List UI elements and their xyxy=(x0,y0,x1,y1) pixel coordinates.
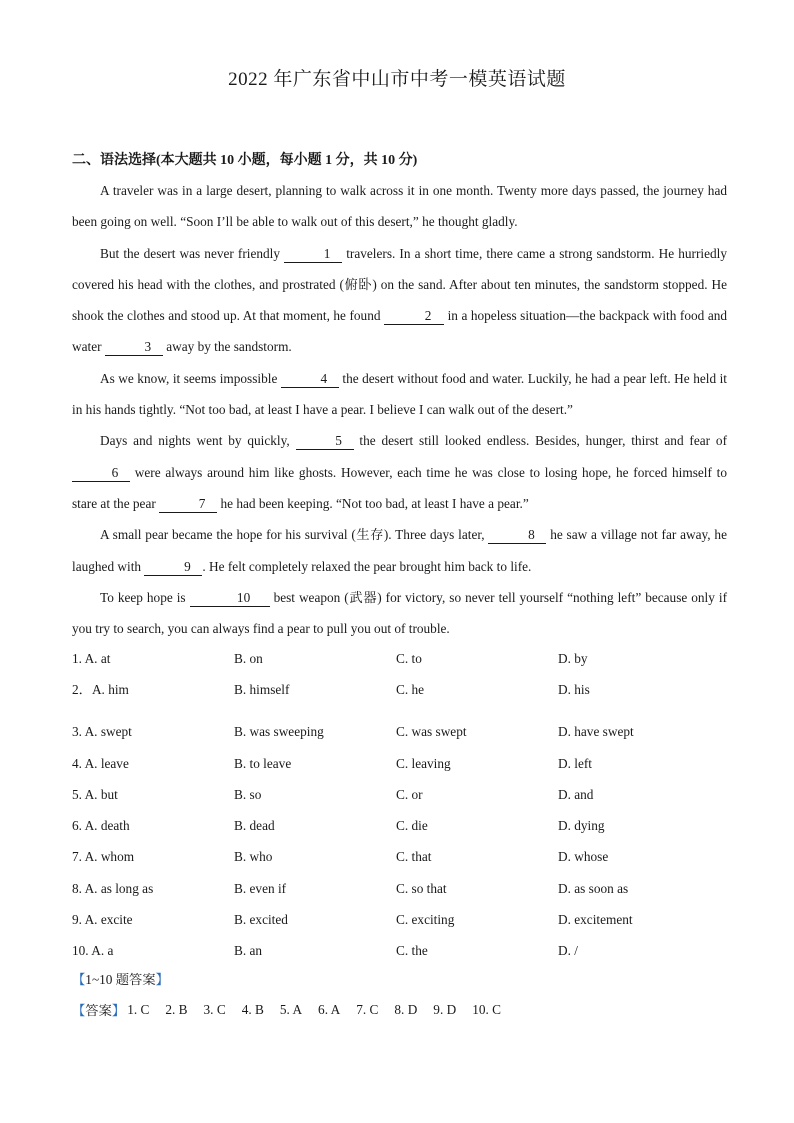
option: D. left xyxy=(558,755,592,771)
answer-key xyxy=(72,1000,517,1019)
option: D. his xyxy=(558,682,590,698)
answer-item: 10. C xyxy=(472,1001,502,1017)
option: D. by xyxy=(558,651,588,666)
option-row-2 xyxy=(72,674,732,716)
option: C. so that xyxy=(396,880,447,896)
text: were always around him like ghosts. However, each time he was close to losing hope, he forced himself to stare at the pear xyxy=(72,464,728,511)
option: C. that xyxy=(396,849,432,865)
blank-3: 3 xyxy=(105,339,163,356)
option: D. / xyxy=(558,943,578,959)
option: B. so xyxy=(234,786,262,802)
option: C. leaving xyxy=(396,755,451,771)
option: 6. A. death xyxy=(72,818,130,834)
option: B. an xyxy=(234,943,263,959)
paragraph-2 xyxy=(72,238,727,363)
option: B. on xyxy=(234,651,263,666)
blank-2: 2 xyxy=(384,308,444,325)
blank-7: 7 xyxy=(159,496,217,513)
text: Days and nights went by quickly, xyxy=(100,433,290,449)
answer-item: 6. A xyxy=(318,1001,341,1017)
page-title: 2022 年广东省中山市中考一模英语试题 xyxy=(228,69,566,90)
option: D. and xyxy=(558,786,594,802)
option: D. have swept xyxy=(558,724,634,740)
option: 4. A. leave xyxy=(72,755,129,771)
option-row-4 xyxy=(72,748,732,779)
option: B. excited xyxy=(234,912,288,928)
option: 10. A. a xyxy=(72,943,114,959)
option: C. he xyxy=(396,682,425,698)
option: 9. A. excite xyxy=(72,912,133,928)
option: D. as soon as xyxy=(558,880,629,896)
bracket-close: 】 xyxy=(111,1003,126,1018)
answer-label xyxy=(72,1000,125,1019)
blank-5: 5 xyxy=(296,433,354,450)
option: 5. A. but xyxy=(72,786,118,802)
option: 8. A. as long as xyxy=(72,880,154,896)
text: A small pear became the hope for his survival (生存). Three days later, xyxy=(100,527,485,543)
option: B. to leave xyxy=(234,755,292,771)
option: 7. A. whom xyxy=(72,849,135,865)
option: C. to xyxy=(396,651,422,666)
answer-item: 9. D xyxy=(433,1001,457,1017)
option: B. dead xyxy=(234,818,275,834)
paragraph-3 xyxy=(72,363,727,426)
option: C. was swept xyxy=(396,724,467,740)
text: he had been keeping. “Not too bad, at least I have a pear.” xyxy=(220,495,529,511)
option: C. or xyxy=(396,786,423,802)
text: . He felt completely relaxed the pear brought him back to life. xyxy=(202,558,532,574)
text: As we know, it seems impossible xyxy=(100,370,278,386)
text: the desert still looked endless. Besides, hunger, thirst and fear of xyxy=(359,433,728,449)
answer-item: 4. B xyxy=(241,1001,264,1017)
bracket-open: 【 xyxy=(72,1003,86,1018)
text: best weapon (武器) for victory, so never tell yourself “nothing left” because only if you try to search, you can always find a pear to pull you out of trouble. xyxy=(72,589,727,637)
answer-section-label: 1~10 题答案 xyxy=(85,972,156,987)
text: To keep hope is xyxy=(100,589,186,605)
answer-section-heading xyxy=(72,969,169,988)
paragraph-5 xyxy=(72,519,727,582)
section-heading: 二、语法选择(本大题共 10 小题，每小题 1 分，共 10 分) xyxy=(72,153,418,168)
option-row-3 xyxy=(72,716,732,747)
option: B. who xyxy=(234,849,273,865)
option: B. himself xyxy=(234,682,290,698)
text: in a hopeless situation—the backpack with food and water xyxy=(72,308,728,355)
text: travelers. In a short time, there came a strong sandstorm. He hurriedly covered his head with the clothes, and prostrated (俯卧) on the sand. After about ten minutes, the sandstorm stopped. He shook the clothes and stood up. At that moment, he found xyxy=(72,245,727,324)
option: D. excitement xyxy=(558,912,633,928)
blank-1: 1 xyxy=(284,246,342,263)
bracket-close: 】 xyxy=(155,972,169,987)
option: 2．A. him xyxy=(72,682,129,698)
option: 3. A. swept xyxy=(72,724,132,740)
option: C. die xyxy=(396,818,428,834)
option-row-9 xyxy=(72,904,732,935)
answer-item: 3. C xyxy=(203,1001,226,1017)
passage xyxy=(72,175,727,644)
option: C. exciting xyxy=(396,912,455,928)
option-row-5 xyxy=(72,779,732,810)
paragraph-6 xyxy=(72,582,727,645)
blank-6: 6 xyxy=(72,465,130,482)
answer-item: 7. C xyxy=(356,1001,379,1017)
option-row-6 xyxy=(72,810,732,841)
blank-10: 10 xyxy=(190,590,270,607)
option-row-7 xyxy=(72,841,732,872)
options-list xyxy=(72,643,732,967)
answer-item: 1. C xyxy=(127,1001,150,1017)
text: But the desert was never friendly xyxy=(100,245,281,261)
option: B. even if xyxy=(234,880,287,896)
option-row-1 xyxy=(72,643,732,674)
blank-4: 4 xyxy=(281,371,339,388)
option: C. the xyxy=(396,943,428,959)
blank-9: 9 xyxy=(144,559,202,576)
blank-8: 8 xyxy=(488,527,546,544)
answer-item: 8. D xyxy=(394,1001,418,1017)
option-row-10 xyxy=(72,935,732,966)
answer-item: 5. A xyxy=(279,1001,303,1017)
text: the desert without food and water. Luckily, he had a pear left. He held it in his hands tightly. “Not too bad, at least I have a pear. I believe I can walk out of the desert.” xyxy=(72,370,727,418)
option: D. dying xyxy=(558,818,605,834)
option-row-8 xyxy=(72,873,732,904)
paragraph-4 xyxy=(72,425,727,519)
bracket-open: 【 xyxy=(72,972,86,987)
text: away by the sandstorm. xyxy=(166,339,292,355)
answer-label-text: 答案 xyxy=(85,1003,112,1018)
text: he saw a village not far away, he laughed with xyxy=(72,527,727,574)
option: D. whose xyxy=(558,849,609,865)
paragraph-1: A traveler was in a large desert, planning to walk across it in one month. Twenty more days passed, the journey had been going on well. “Soon I’ll be able to walk out of this desert,” he thought gladly. xyxy=(72,183,727,230)
option: B. was sweeping xyxy=(234,724,324,740)
option: 1. A. at xyxy=(72,651,111,666)
answer-item: 2. B xyxy=(165,1001,188,1017)
